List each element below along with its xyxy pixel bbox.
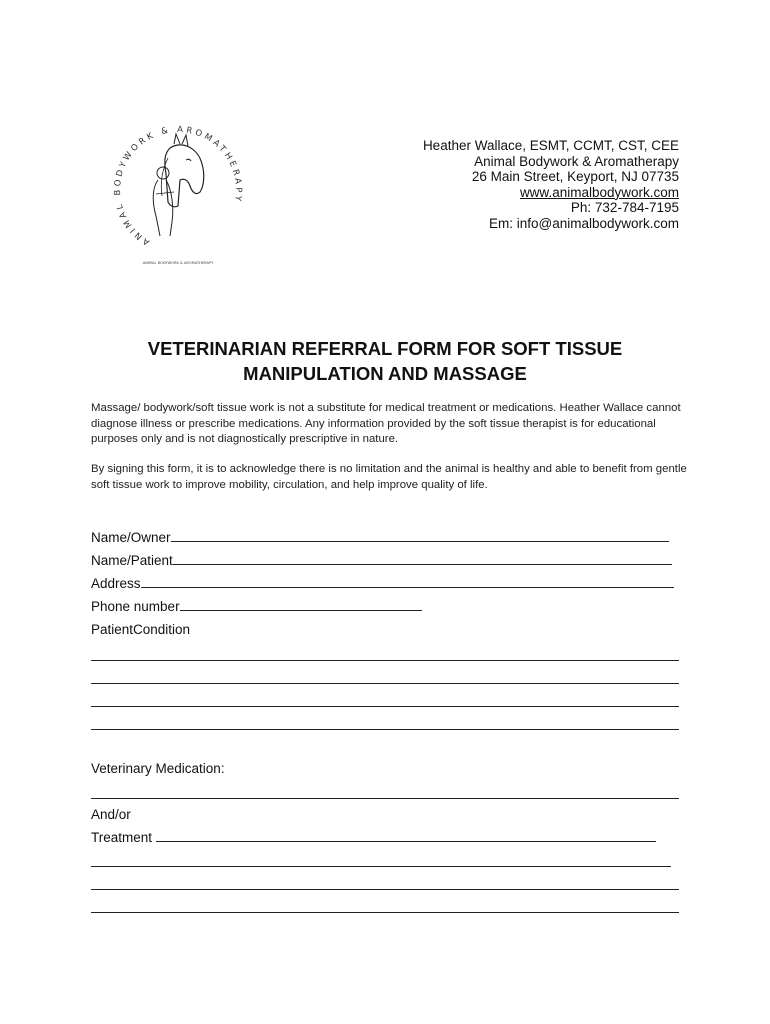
name-patient-label: Name/Patient xyxy=(91,553,173,568)
form-title-line-2: MANIPULATION AND MASSAGE xyxy=(243,363,527,384)
address-label: Address xyxy=(91,576,141,591)
phone-number-label: Phone number xyxy=(91,599,180,614)
contact-business: Animal Bodywork & Aromatherapy xyxy=(474,153,679,169)
logo-ring-text: ANIMAL BODYWORK & AROMATHERAPY xyxy=(112,124,244,247)
treatment-line-3[interactable] xyxy=(91,912,679,913)
patient-condition-line-3[interactable] xyxy=(91,706,679,707)
patient-condition-label: PatientCondition xyxy=(91,622,191,637)
address-field[interactable] xyxy=(91,576,691,592)
name-owner-label: Name/Owner xyxy=(91,530,171,545)
patient-condition-line-4[interactable] xyxy=(91,729,679,730)
form-title-line-1: VETERINARIAN REFERRAL FORM FOR SOFT TISSUE xyxy=(147,338,623,359)
treatment-line-1[interactable] xyxy=(91,866,671,867)
treatment-label: Treatment xyxy=(91,830,153,845)
address-blank[interactable] xyxy=(141,576,674,588)
acknowledgement-paragraph: By signing this form, it is to acknowledge there is no limitation and the animal is healthy and able to benefit from gentle soft tissue work to improve mobility, circulation, and help improve quality of life. xyxy=(91,463,687,491)
svg-text:ANIMAL BODYWORK & AROMATHERAPY xyxy=(113,125,243,247)
phone-number-blank[interactable] xyxy=(180,599,422,611)
treatment-blank[interactable] xyxy=(156,830,656,842)
veterinary-medication-line[interactable] xyxy=(91,798,679,799)
contact-email: Em: info@animalbodywork.com xyxy=(488,215,679,231)
horse-rider-logo-icon xyxy=(108,118,248,268)
logo-small-print: ANIMAL BODYWORK & AROMATHERAPY xyxy=(142,261,214,265)
phone-number-field[interactable] xyxy=(91,599,691,615)
logo xyxy=(108,118,248,268)
contact-name: Heather Wallace, ESMT, CCMT, CST, CEE xyxy=(422,138,679,153)
patient-condition-line-2[interactable] xyxy=(91,683,679,684)
patient-condition-line-1[interactable] xyxy=(91,660,679,661)
treatment-field[interactable] xyxy=(91,830,691,846)
disclaimer-paragraph: Massage/ bodywork/soft tissue work is not a substitute for medical treatment or medications. Heather Wallace cannot diagnose illness or prescribe medications. Any information provided by the soft tissue therapist is for educational purposes only and is not diagnostically prescriptive in nature. xyxy=(91,402,681,445)
name-patient-field[interactable] xyxy=(91,553,691,569)
name-owner-blank[interactable] xyxy=(171,530,669,542)
contact-website-link[interactable]: www.animalbodywork.com xyxy=(519,184,679,200)
name-patient-blank[interactable] xyxy=(173,553,672,565)
form-title xyxy=(60,336,710,386)
contact-address: 26 Main Street, Keyport, NJ 07735 xyxy=(471,169,679,185)
name-owner-field[interactable] xyxy=(91,530,691,546)
contact-phone: Ph: 732-784-7195 xyxy=(570,200,679,216)
contact-block xyxy=(423,138,679,232)
treatment-line-2[interactable] xyxy=(91,889,679,890)
veterinary-medication-label: Veterinary Medication: xyxy=(91,761,225,776)
and-or-label: And/or xyxy=(91,807,131,822)
